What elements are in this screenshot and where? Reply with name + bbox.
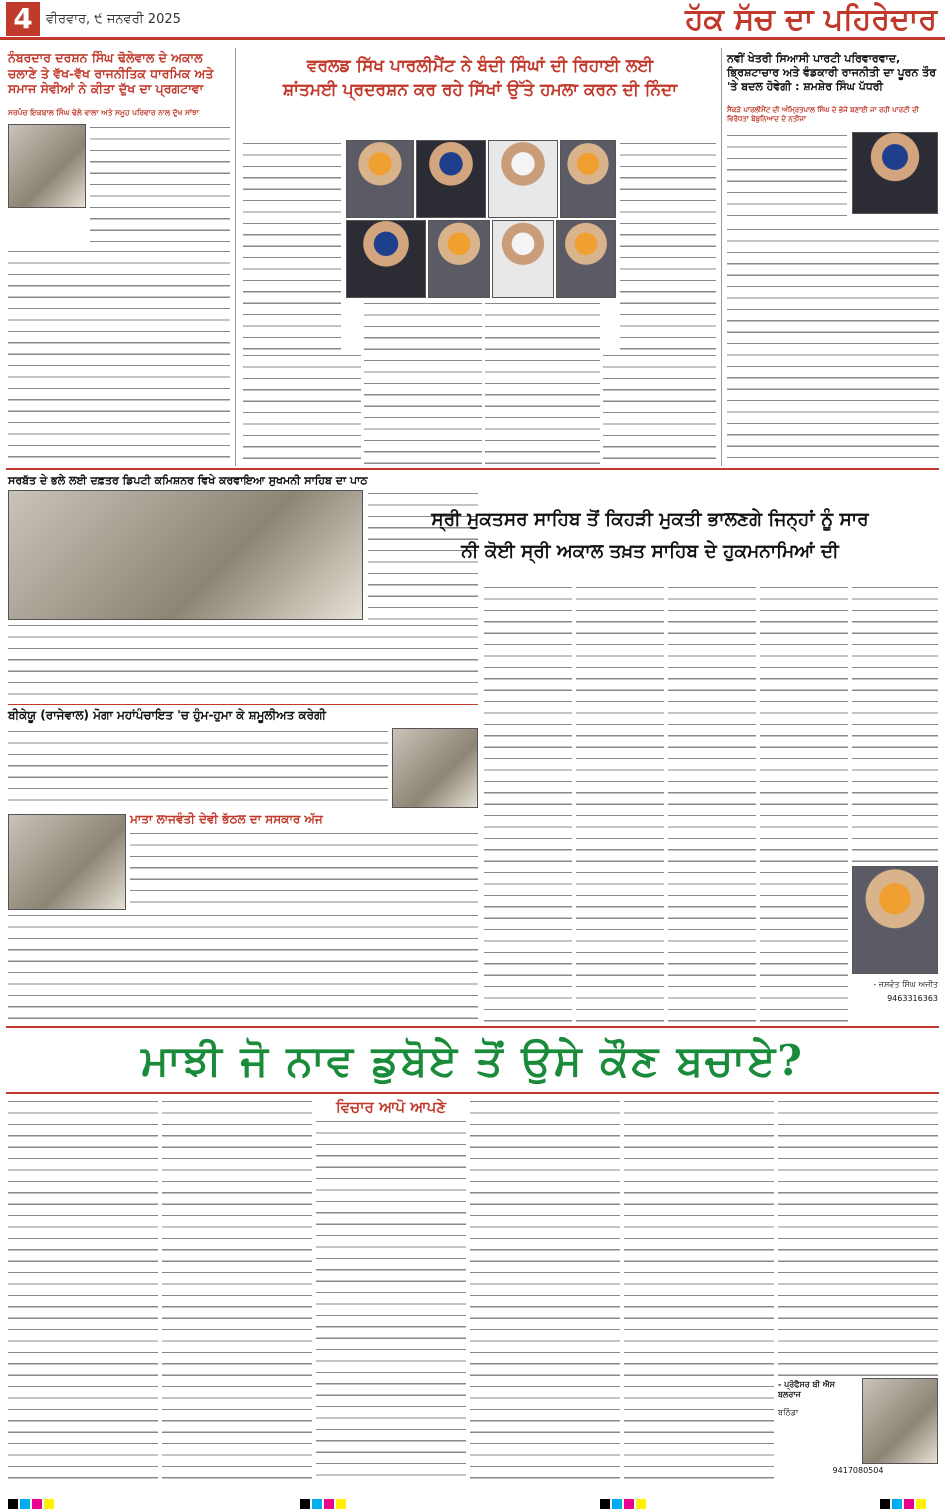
article-5-headline-line2: ਨੀ ਕੋਈ ਸ੍ਰੀ ਅਕਾਲ ਤਖ਼ਤ ਸਾਹਿਬ ਦੇ ਹੁਕਮਨਾਮਿਆਂ ਦੀ	[461, 541, 839, 562]
article-1-headline: ਨੰਬਰਦਾਰ ਦਰਸ਼ਨ ਸਿੰਘ ਢੋਲੇਵਾਲ ਦੇ ਅਕਾਲ ਚਲਾਣੇ ਤੇ ਵੱਖ-ਵੱਖ ਰਾਜਨੀਤਿਕ ਧਾਰਮਿਕ ਅਤੇ ਸਮਾਜ ਸੇਵੀਆਂ ਨੇ ਕੀਤਾ ਦੁੱਖ ਦਾ ਪ੍ਰਗਟਾਵਾ	[8, 50, 214, 97]
article-2-photo-7	[492, 220, 554, 298]
print-registration-bar	[0, 1490, 945, 1507]
article-2-body-col3	[485, 300, 600, 468]
section-rule	[8, 704, 478, 705]
editorial-body-col1	[8, 1098, 158, 1486]
article-5-body-col1	[484, 584, 572, 1022]
editorial-body-col2	[162, 1098, 312, 1486]
article-5-phone: 9463316363	[887, 994, 938, 1003]
article-2-photo-8	[556, 220, 616, 298]
article-7-photo	[8, 814, 126, 910]
column-divider	[721, 48, 722, 466]
section-rule	[6, 1092, 939, 1094]
article-1-body	[8, 248, 230, 464]
article-3-body-top	[727, 132, 847, 224]
article-5-body-col5	[852, 584, 938, 862]
article-6-body	[8, 728, 388, 808]
article-2-photo-4	[560, 140, 616, 218]
article-2-photo-1	[346, 140, 414, 218]
article-6-headline: ਬੀਕੇਯੂ (ਰਾਜੇਵਾਲ) ਮੋਗਾ ਮਹਾਂਪੰਚਾਇਤ 'ਚ ਹੁੰਮ-ਹੁਮਾ ਕੇ ਸ਼ਮੂਲੀਅਤ ਕਰੇਗੀ	[8, 708, 327, 722]
editorial-body-col3	[316, 1118, 466, 1486]
article-3-body	[727, 226, 939, 466]
article-2-body-col1	[243, 140, 341, 350]
article-2-photo-6	[428, 220, 490, 298]
issue-date: ਵੀਰਵਾਰ, ੯ ਜਨਵਰੀ 2025	[46, 12, 181, 27]
article-5-author-photo	[852, 866, 938, 974]
editorial-author-city: ਬਠਿੰਡਾ	[778, 1408, 799, 1417]
editorial-author: - ਪ੍ਰੋਫੈਸਰ ਬੀ ਐਸ ਬਲਰਾਜ	[778, 1380, 835, 1399]
page-number: 4	[6, 2, 40, 36]
editorial-banner-headline: ਮਾਝੀ ਜੋ ਨਾਵ ਡੁਬੋਏ ਤੋਂ ਉਸੇ ਕੌਣ ਬਚਾਏ?	[141, 1036, 804, 1085]
article-3-headline: ਨਵੀਂ ਖੇਤਰੀ ਸਿਆਸੀ ਪਾਰਟੀ ਪਰਿਵਾਰਵਾਦ, ਭ੍ਰਿਸ਼ਟਾਚਾਰ ਅਤੇ ਵੰਡਕਾਰੀ ਰਾਜਨੀਤੀ ਦਾ ਪੂਰਨ ਤੌਰ 'ਤੇ ਬਦਲ ਹੋਵੇਗੀ : ਸ਼ਮਸ਼ੇਰ ਸਿੰਘ ਪੱਧਰੀ	[727, 52, 937, 93]
article-2-photo-3	[488, 140, 558, 218]
article-2-photo-2	[416, 140, 486, 218]
editorial-body-col4	[470, 1098, 620, 1486]
article-2-body-col4b	[603, 352, 716, 468]
article-4-body	[8, 622, 478, 700]
article-1-subheadline: ਸਰਪੰਚ ਇਕਬਾਲ ਸਿੰਘ ਢੋਲੇ ਵਾਲਾ ਅਤੇ ਸਮੂਹ ਪਰਿਵਾਰ ਨਾਲ ਦੁੱਖ ਸਾਂਝਾ	[8, 108, 199, 117]
section-rule	[6, 468, 939, 470]
article-2-headline-line2: ਸ਼ਾਂਤਮਈ ਪ੍ਰਦਰਸ਼ਨ ਕਰ ਰਹੇ ਸਿੱਖਾਂ ਉੱਤੇ ਹਮਲਾ ਕਰਨ ਦੀ ਨਿੰਦਾ	[282, 80, 678, 100]
article-3-subheadline: ਸੈਂਕੜੇ ਪਾਰਲੀਮੈਂਟ ਦੀ ਅੰਮ੍ਰਿਤਪਾਲ ਸਿੰਘ ਦੇ ਭੇਜੇ ਬਣਾਈ ਜਾ ਰਹੀ ਪਾਰਟੀ ਦੀ ਵਿਰੋਧਤਾ ਬੇਬੁਨਿਆਦ ਦੇ ਨਤੀਜਾ	[727, 106, 919, 123]
editorial-author-photo	[862, 1378, 938, 1464]
article-4-headline: ਸਰਬੱਤ ਦੇ ਭਲੇ ਲਈ ਦਫ਼ਤਰ ਡਿਪਟੀ ਕਮਿਸ਼ਨਰ ਵਿਖੇ ਕਰਵਾਇਆ ਸੁਖਮਨੀ ਸਾਹਿਬ ਦਾ ਪਾਠ	[8, 474, 368, 487]
column-divider	[235, 48, 236, 466]
editorial-body-col6	[778, 1098, 938, 1376]
article-2-body-col4	[620, 140, 716, 350]
article-2-photo-5	[346, 220, 426, 298]
article-4-photo	[8, 490, 363, 620]
article-1-body-top	[90, 124, 230, 246]
article-7-headline: ਮਾਤਾ ਲਾਜਵੰਤੀ ਦੇਵੀ ਭੱਠਲ ਦਾ ਸਸਕਾਰ ਅੱਜ	[130, 812, 323, 826]
article-6-photo	[392, 728, 478, 808]
article-2-body-col1b	[243, 352, 361, 468]
article-5-author: - ਜਸਵੰਤ ਸਿੰਘ ਅਜੀਤ	[873, 980, 938, 989]
section-rule	[6, 1026, 939, 1028]
article-5-body-col2	[576, 584, 664, 1022]
editorial-body-col5	[624, 1098, 774, 1486]
article-1-photo	[8, 124, 86, 208]
article-7-body	[8, 912, 478, 1024]
article-5-body-col4	[760, 584, 848, 1022]
editorial-section-label: ਵਿਚਾਰ ਆਪੋ ਆਪਣੇ	[335, 1098, 447, 1116]
article-7-body-top	[130, 830, 478, 910]
article-3-photo	[852, 132, 938, 214]
editorial-author-phone: 9417080504	[832, 1466, 884, 1475]
article-2-headline-line1: ਵਰਲਡ ਸਿੱਖ ਪਾਰਲੀਮੈਂਟ ਨੇ ਬੰਦੀ ਸਿੰਘਾਂ ਦੀ ਰਿਹਾਈ ਲਈ	[306, 56, 654, 76]
article-2-body-col2	[364, 300, 482, 468]
newspaper-brand: ਹੱਕ ਸੱਚ ਦਾ ਪਹਿਰੇਦਾਰ	[685, 2, 937, 37]
article-5-headline-line1: ਸ੍ਰੀ ਮੁਕਤਸਰ ਸਾਹਿਬ ਤੋਂ ਕਿਹੜੀ ਮੁਕਤੀ ਭਾਲਣਗੇ ਜਿਨ੍ਹਾਂ ਨੂੰ ਸਾਰ	[431, 509, 869, 530]
article-5-body-col3	[668, 584, 756, 1022]
